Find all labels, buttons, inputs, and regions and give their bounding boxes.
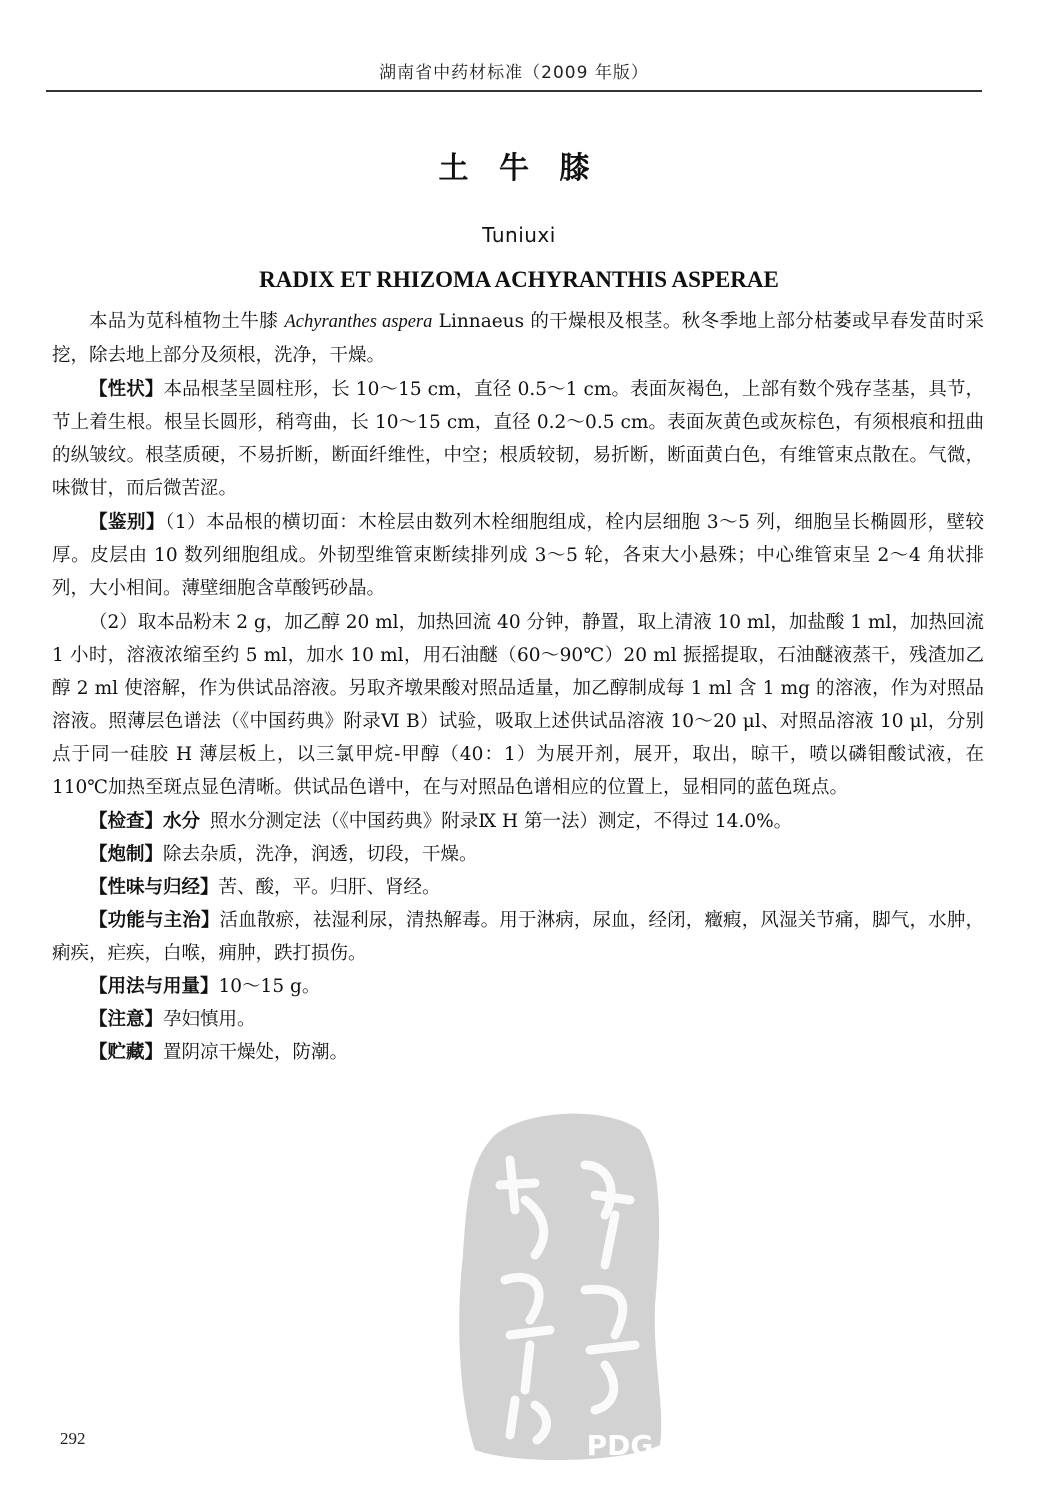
section-text: （1）本品根的横切面：木栓层由数列木栓细胞组成，栓内层细胞 3～5 列，细胞呈长椭圆形，壁较厚。皮层由 10 数列细胞组成。外韧型维管束断续排列成 3～5 轮，各束大小悬殊；中心维管束呈 2～4 角状排列，大小相间。薄壁细胞含草酸钙砂晶。 <box>52 512 984 599</box>
section-label: 【鉴别】 <box>89 512 166 533</box>
section-label: 【性状】 <box>89 379 164 400</box>
section-text: 孕妇慎用。 <box>163 1009 256 1030</box>
page-title: 土 牛 膝 <box>438 151 600 186</box>
section-label: 【注意】 <box>89 1009 164 1030</box>
section-gongneng <box>52 904 984 970</box>
section-label: 【用法与用量】 <box>89 976 219 997</box>
running-header: 湖南省中药材标准（2009 年版） <box>379 63 649 83</box>
section-label: 【炮制】 <box>89 844 164 865</box>
section-text: 除去杂质，洗净，润透，切段，干燥。 <box>163 844 478 865</box>
species-name: Achyranthes aspera <box>284 312 433 332</box>
section-text: 10～15 g。 <box>218 976 321 997</box>
seal-text: PDG <box>586 1429 654 1462</box>
section-yongfa <box>52 970 984 1003</box>
section-jiancha <box>52 805 984 838</box>
section-xingwei <box>52 871 984 904</box>
section-text: 苦、酸，平。归肝、肾经。 <box>218 877 441 898</box>
section-text: 本品根茎呈圆柱形，长 10～15 cm，直径 0.5～1 cm。表面灰褐色，上部有数个残存茎基，具节，节上着生根。根呈长圆形，稍弯曲，长 10～15 cm，直径 0.2～0.5 cm。表面灰黄色或灰棕色，有须根痕和扭曲的纵皱纹。根茎质硬，不易折断，断面纤维性，中空；根质较韧，易折断，断面黄白色，有维管束点散在。气微，味微甘，而后微苦涩。 <box>52 379 984 499</box>
section-label: 【检查】 <box>89 811 164 832</box>
section-text: 活血散瘀，祛湿利尿，清热解毒。用于淋病，尿血，经闭，癥瘕，风湿关节痛，脚气，水肿，痢疾，疟疾，白喉，痈肿，跌打损伤。 <box>52 910 984 964</box>
section-zhuyi <box>52 1003 984 1036</box>
section-jianbie-2 <box>52 606 984 804</box>
section-label: 【贮藏】 <box>89 1042 164 1063</box>
monograph-body <box>52 305 984 1069</box>
section-text: （2）取本品粉末 2 g，加乙醇 20 ml，加热回流 40 分钟，静置，取上清液 10 ml，加盐酸 1 ml，加热回流 1 小时，溶液浓缩至约 5 ml，加水 10 ml，用石油醚（60～90℃）20 ml 振摇提取，石油醚液蒸干，残渣加乙醇 2 ml 使溶解，作为供试品溶液。另取齐墩果酸对照品适量，加乙醇制成每 1 ml 含 1 mg 的溶液，作为对照品溶液。照薄层色谱法（《中国药典》附录Ⅵ B）试验，吸取上述供试品溶液 10～20 μl、对照品溶液 10 μl，分别点于同一硅胶 H 薄层板上，以三氯甲烷-甲醇（40：1）为展开剂，展开，取出，晾干，喷以磷钼酸试液，在 110℃加热至斑点显色清晰。供试品色谱中，在与对照品色谱相应的位置上，显相同的蓝色斑点。 <box>52 612 984 798</box>
section-label: 【性味与归经】 <box>89 877 219 898</box>
header-divider <box>46 90 982 92</box>
watermark-seal <box>455 1105 670 1465</box>
section-paozhi <box>52 838 984 871</box>
seal-shape <box>459 1114 661 1460</box>
intro-text-b: Linnaeus 的干燥根及根茎。秋冬季地上部分枯萎或早春发苗时采挖，除去地上部分及须根，洗净，干燥。 <box>52 311 984 366</box>
section-jianbie <box>52 506 984 605</box>
section-zhucang <box>52 1036 984 1069</box>
sub-label: 水分 <box>163 811 201 832</box>
latin-title: RADIX ET RHIZOMA ACHYRANTHIS ASPERAE <box>259 267 779 292</box>
section-text: 置阴凉干燥处，防潮。 <box>163 1042 349 1063</box>
pinyin-title: Tuniuxi <box>482 223 556 247</box>
section-label: 【功能与主治】 <box>89 910 220 931</box>
intro-text-a: 本品为苋科植物土牛膝 <box>89 311 285 332</box>
page-number: 292 <box>60 1429 86 1448</box>
section-text: 照水分测定法（《中国药典》附录Ⅸ H 第一法）测定，不得过 14.0%。 <box>210 811 793 832</box>
section-xingzhuang <box>52 373 984 505</box>
intro-paragraph <box>52 305 984 372</box>
